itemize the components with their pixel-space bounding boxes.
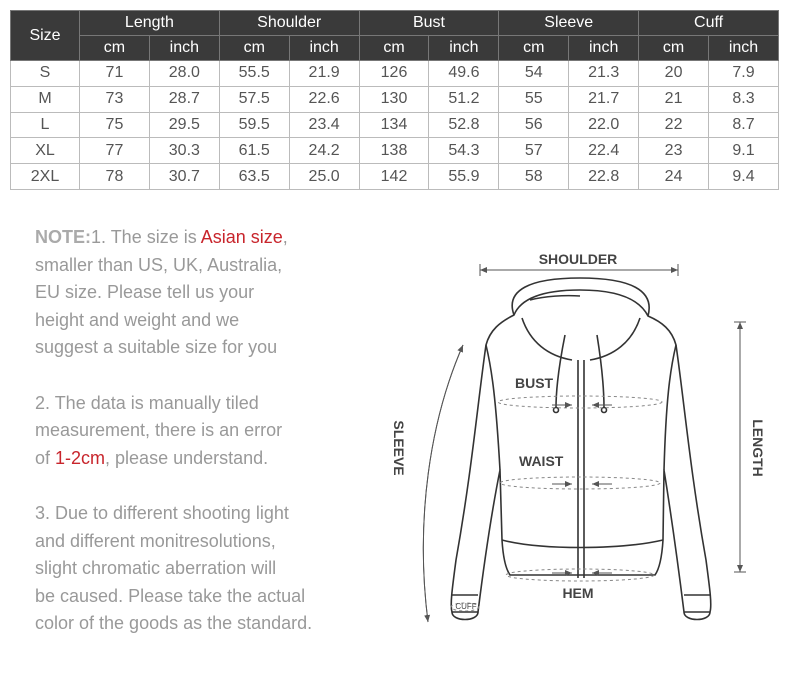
- measure-cell: 24: [639, 164, 709, 190]
- measure-cell: 61.5: [219, 138, 289, 164]
- size-chart-table: [10, 10, 779, 190]
- measure-cell: 63.5: [219, 164, 289, 190]
- unit-header: inch: [149, 36, 219, 61]
- measure-cell: 75: [80, 112, 150, 138]
- note-text: ,: [282, 227, 288, 247]
- measure-header: Cuff: [639, 11, 779, 36]
- note-text: suggest a suitable size for you: [35, 337, 278, 358]
- note-3: [35, 500, 375, 638]
- measure-cell: 20: [639, 61, 709, 87]
- table-row: [11, 112, 779, 138]
- note-text: be caused. Please take the actual: [35, 585, 306, 606]
- table-row: [11, 138, 779, 164]
- hoodie-outline: [451, 278, 711, 620]
- unit-header: cm: [219, 36, 289, 61]
- measure-cell: 52.8: [429, 112, 499, 138]
- measure-cell: 25.0: [289, 164, 359, 190]
- measure-cell: 73: [80, 86, 150, 112]
- unit-header: cm: [359, 36, 429, 61]
- hoodie-measurement-diagram: [380, 240, 780, 640]
- note-text: 1. The size is: [91, 227, 201, 247]
- measure-cell: 7.9: [709, 61, 779, 87]
- measure-cell: 71: [80, 61, 150, 87]
- measure-cell: 8.7: [709, 112, 779, 138]
- size-cell: 2XL: [11, 164, 80, 190]
- unit-header: inch: [289, 36, 359, 61]
- measure-cell: 138: [359, 138, 429, 164]
- note-text: EU size. Please tell us your: [35, 282, 255, 303]
- unit-header-row: [11, 36, 779, 61]
- measure-cell: 126: [359, 61, 429, 87]
- note-text: 2. The data is manually tiled: [35, 392, 259, 413]
- note-text: smaller than US, UK, Australia,: [35, 254, 283, 275]
- sleeve-label: SLEEVE: [391, 420, 407, 476]
- waist-label: WAIST: [519, 453, 564, 469]
- measure-cell: 28.0: [149, 61, 219, 87]
- measure-cell: 21: [639, 86, 709, 112]
- measure-cell: 57.5: [219, 86, 289, 112]
- measure-cell: 21.3: [569, 61, 639, 87]
- measure-cell: 55: [499, 86, 569, 112]
- measure-cell: 22: [639, 112, 709, 138]
- cuff-label: CUFF: [455, 602, 477, 611]
- note-text: height and weight and we: [35, 309, 240, 330]
- size-cell: M: [11, 86, 80, 112]
- measure-cell: 55.9: [429, 164, 499, 190]
- measure-cell: 21.7: [569, 86, 639, 112]
- measure-cell: 8.3: [709, 86, 779, 112]
- measure-cell: 130: [359, 86, 429, 112]
- table-row: [11, 86, 779, 112]
- error-range-highlight: 1-2cm: [55, 447, 106, 468]
- measure-cell: 23.4: [289, 112, 359, 138]
- length-arrow: [734, 322, 746, 572]
- unit-header: cm: [80, 36, 150, 61]
- shoulder-label: SHOULDER: [538, 251, 618, 267]
- note-text: 3. Due to different shooting light: [35, 502, 289, 523]
- unit-header: inch: [569, 36, 639, 61]
- measure-cell: 30.7: [149, 164, 219, 190]
- measure-cell: 59.5: [219, 112, 289, 138]
- measure-header: Shoulder: [219, 11, 359, 36]
- measure-cell: 49.6: [429, 61, 499, 87]
- note-text: and different monitresolutions,: [35, 530, 276, 551]
- note-text: of: [35, 447, 56, 468]
- note-text: , please understand.: [105, 447, 269, 468]
- measure-cell: 28.7: [149, 86, 219, 112]
- table-row: [11, 61, 779, 87]
- table-row: [11, 164, 779, 190]
- note-1: [35, 224, 375, 362]
- measure-cell: 78: [80, 164, 150, 190]
- measure-cell: 9.1: [709, 138, 779, 164]
- unit-header: cm: [639, 36, 709, 61]
- size-cell: L: [11, 112, 80, 138]
- measure-cell: 54: [499, 61, 569, 87]
- size-header: Size: [11, 11, 80, 61]
- sleeve-arrow: [423, 345, 463, 622]
- measure-cell: 29.5: [149, 112, 219, 138]
- measure-cell: 51.2: [429, 86, 499, 112]
- note-text: measurement, there is an error: [35, 420, 283, 441]
- measure-cell: 22.4: [569, 138, 639, 164]
- notes-section: [35, 224, 375, 666]
- measure-cell: 134: [359, 112, 429, 138]
- measure-cell: 23: [639, 138, 709, 164]
- note-2: [35, 390, 375, 473]
- unit-header: inch: [709, 36, 779, 61]
- unit-header: inch: [429, 36, 499, 61]
- measure-cell: 54.3: [429, 138, 499, 164]
- measure-cell: 24.2: [289, 138, 359, 164]
- hem-label: HEM: [562, 585, 594, 601]
- measure-cell: 21.9: [289, 61, 359, 87]
- measure-cell: 22.0: [569, 112, 639, 138]
- measure-cell: 9.4: [709, 164, 779, 190]
- measure-cell: 30.3: [149, 138, 219, 164]
- length-label: LENGTH: [750, 419, 766, 477]
- measure-cell: 56: [499, 112, 569, 138]
- measure-cell: 22.6: [289, 86, 359, 112]
- size-cell: XL: [11, 138, 80, 164]
- measure-cell: 57: [499, 138, 569, 164]
- measure-cell: 55.5: [219, 61, 289, 87]
- bust-label: BUST: [515, 375, 554, 391]
- measure-header: Length: [80, 11, 220, 36]
- note-text: color of the goods as the standard.: [35, 613, 313, 634]
- note-label: NOTE:: [35, 227, 91, 247]
- size-cell: S: [11, 61, 80, 87]
- measure-cell: 22.8: [569, 164, 639, 190]
- asian-size-highlight: Asian size: [200, 227, 283, 247]
- measure-cell: 58: [499, 164, 569, 190]
- measure-cell: 142: [359, 164, 429, 190]
- note-text: slight chromatic aberration will: [35, 558, 277, 579]
- measure-header: Sleeve: [499, 11, 639, 36]
- measure-header: Bust: [359, 11, 499, 36]
- measure-cell: 77: [80, 138, 150, 164]
- unit-header: cm: [499, 36, 569, 61]
